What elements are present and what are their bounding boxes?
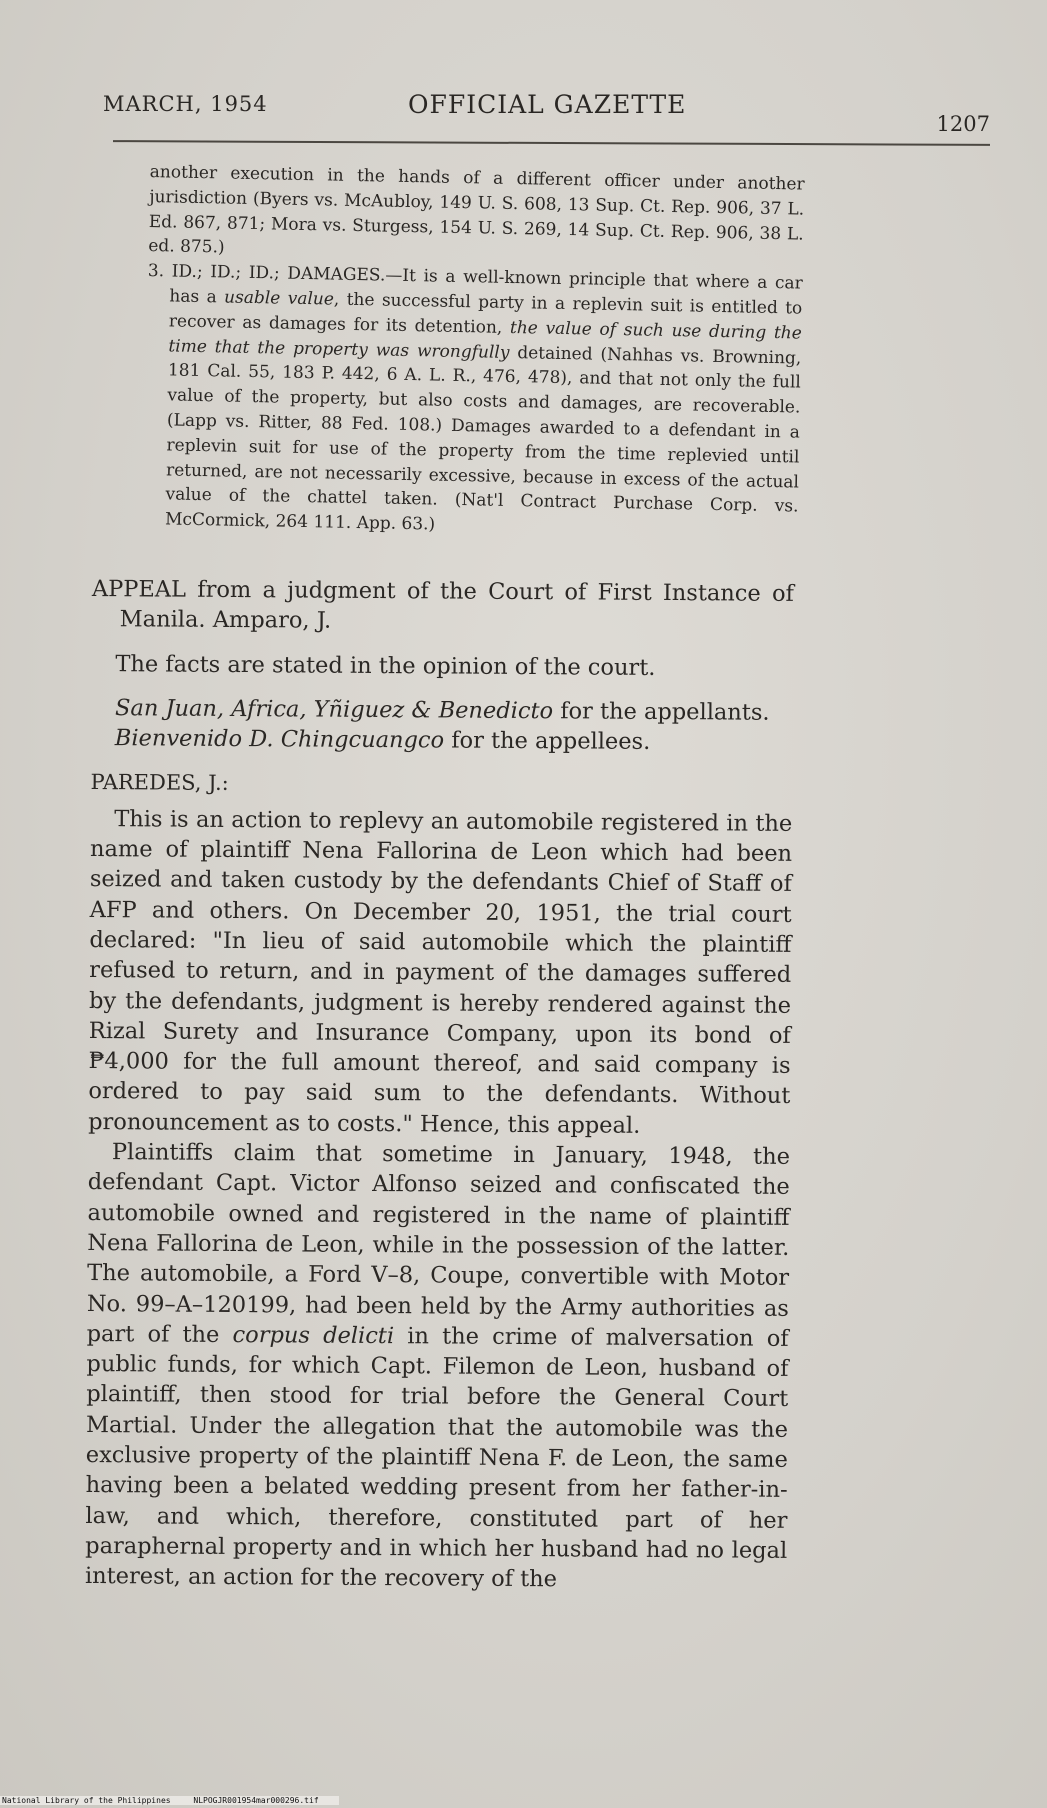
syllabus-continuation: another execution in the hands of a different officer under another jurisdiction (Byers vs. McAubloy, 149 U. S. 608, 13 Sup. Ct. Rep. 906, 37 L. Ed. 867, 871; Mora vs. Sturgess, 154 U. S. 269, 14 Sup. Ct. Rep. 906, 38 L. ed. 875.) [148, 161, 805, 258]
appeal-line: APPEAL from a judgment of the Court of First Instance of Manila. Amparo, J. [91, 575, 794, 634]
scan-footer [0, 1796, 339, 1805]
ponente-name: PAREDES, J.: [90, 770, 229, 796]
opinion-paragraph-2-emphasis: corpus delicti [232, 1321, 395, 1349]
syllabus-item-number: 3. [147, 261, 165, 282]
counsel-appellees-rest: for the appellees. [444, 727, 651, 756]
facts-line: The facts are stated in the opinion of the court. [115, 650, 656, 681]
syllabus-item-heading: ID.; ID.; ID.; DAMAGES. [171, 261, 386, 286]
syllabus-item-3 [143, 259, 803, 544]
syllabus-emphasis-usable-value: usable value [223, 287, 335, 310]
page-number: 1207 [936, 112, 990, 136]
counsel-appellants-names: San Juan, Africa, Yñiguez & Benedicto [114, 695, 554, 725]
counsel-appellees-names: Bienvenido D. Chingcuangco [114, 725, 445, 754]
header-rule [113, 140, 990, 146]
footer-filename: NLPOGJR001954mar000296.tif [193, 1796, 319, 1805]
syllabus-block [143, 160, 805, 544]
opinion-paragraph-2-pre: Plaintiffs claim that sometime in January, 1948, the defendant Capt. Victor Alfonso seized and confiscated the automobile owned and registered in the name of plaintiff Nena Fallorina de Leon, while in the possession of the latter. The automobile, a Ford V–8, Coupe, convertible with Motor No. 99–A–120199, had been held by the Army authorities as part of the [86, 1139, 791, 1348]
opinion-paragraph-1: This is an action to replevy an automobile registered in the name of plaintiff Nena Fallorina de Leon which had been seized and taken custody by the defendants Chief of Staff of AFP and others. On December 20, 1951, the trial court declared: "In lieu of said automobile which the plaintiff refused to return, and in payment of the damages suffered by the defendants, judgment is hereby rendered against the Rizal Surety and Insurance Company, upon its bond of ₱4,000 for the full amount thereof, and said company is ordered to pay said sum to the defendants. Without pronouncement as to costs." Hence, this appeal. [88, 805, 793, 1139]
counsel-appellants [91, 693, 793, 728]
counsel-appellants-rest: for the appellants. [552, 698, 770, 726]
ponente-line [90, 767, 792, 802]
header-date: MARCH, 1954 [103, 92, 268, 116]
footer-library: National Library of the Philippines [2, 1796, 171, 1805]
syllabus-emphasis-value-of-use: the value of such use during the time that the property was wrongfully [168, 317, 802, 363]
counsel-appellees [91, 723, 793, 758]
syllabus-text-pre: —It is a well-known principle that where a car has a [169, 265, 803, 308]
header-publication-title: OFFICIAL GAZETTE [408, 90, 687, 119]
syllabus-text-mid: , the successful party in a replevin suit is entitled to recover as damages for its detention, [168, 289, 803, 338]
decision-body [85, 574, 794, 1596]
opinion-paragraph-2-post: in the crime of malversation of public funds, for which Capt. Filemon de Leon, husband of plaintiff, then stood for trial before the General Court Martial. Under the allegation that the automobile was the exclusive property of the plaintiff Nena F. de Leon, the same having been a belated wedding present from her father-in-law, and which, therefore, constituted part of her paraphernal property and in which her husband had no legal interest, an action for the recovery of the [84, 1322, 789, 1593]
syllabus-text-post: detained (Nahhas vs. Browning, 181 Cal. 55, 183 P. 442, 6 A. L. R., 476, 478), and that not only the full value of the property, but also costs and damages, are recoverable. (Lapp vs. Ritter, 88 Fed. 108.) Damages awarded to a defendant in a replevin suit for use of the property from the time replevied until returned, are not necessarily excessive, because in excess of the actual value of the chattel taken. (Nat'l Contract Purchase Corp. vs. McCormick, 264 111. App. 63.) [164, 342, 802, 535]
opinion-paragraph-2 [85, 1137, 790, 1596]
page-header [103, 86, 990, 136]
